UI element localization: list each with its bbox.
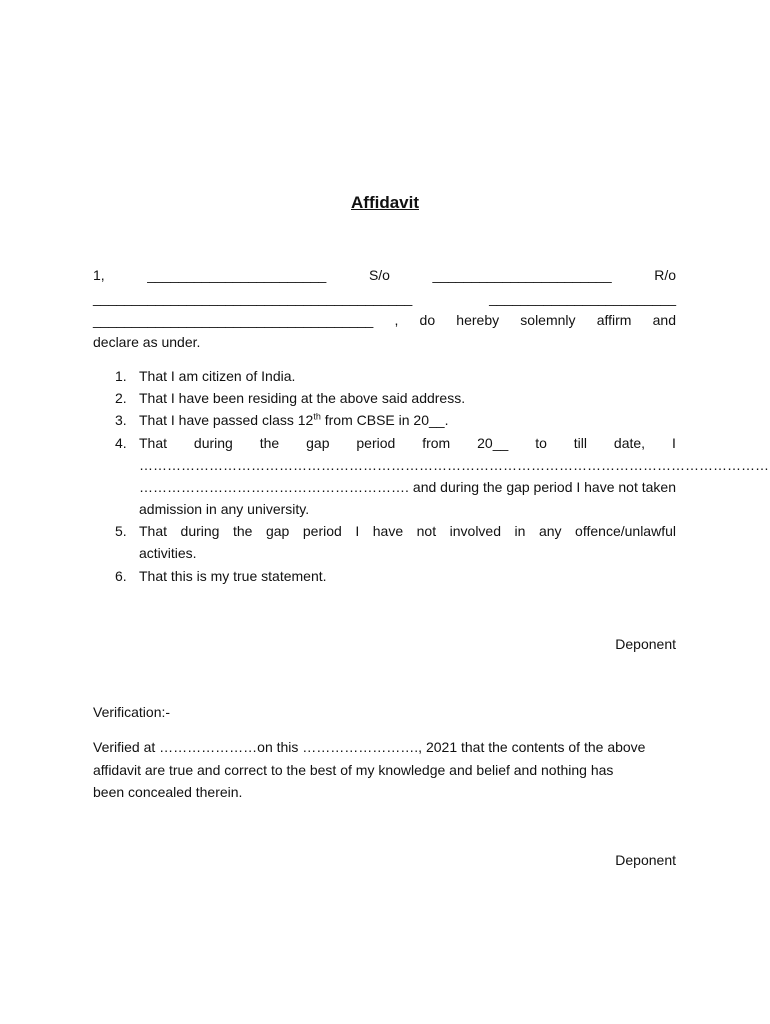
intro-number: 1, xyxy=(93,267,105,283)
list-text-part: from CBSE in 20__. xyxy=(320,412,449,428)
list-text-part: That I have passed class 12 xyxy=(139,412,314,428)
intro-line-2 xyxy=(93,288,676,308)
list-item xyxy=(93,365,676,387)
list-number: 6. xyxy=(115,568,127,584)
name-blank: _______________________ xyxy=(147,267,327,283)
address-blank-1: _________________________________________ xyxy=(93,290,413,306)
list-text-part: and during the gap period I have not taken xyxy=(412,479,676,495)
list-text-justified xyxy=(139,520,676,542)
intro-word: and xyxy=(652,312,676,328)
list-word: the xyxy=(259,435,280,451)
list-text-part: activities. xyxy=(139,545,197,561)
list-item xyxy=(93,387,676,409)
list-number: 1. xyxy=(115,368,127,384)
intro-word: solemnly xyxy=(520,312,576,328)
list-word: from xyxy=(422,435,451,451)
verification-line: been concealed therein. xyxy=(93,784,243,800)
address-blank-2: ________________________ xyxy=(489,290,676,306)
list-word: 20__ xyxy=(477,435,509,451)
list-word: date, xyxy=(613,435,646,451)
list-text-part: admission in any university. xyxy=(139,501,310,517)
dotted-blank: …………………………………………………. xyxy=(139,479,409,495)
intro-word: do xyxy=(419,312,436,328)
list-word: That xyxy=(139,435,168,451)
list-text: That I have been residing at the above said address. xyxy=(139,390,466,406)
intro-word: , xyxy=(394,312,399,328)
list-text xyxy=(139,432,769,520)
list-text xyxy=(139,409,676,431)
address-blank-3: ____________________________________ xyxy=(93,312,374,328)
verification-line: affidavit are true and correct to the best of my knowledge and belief and nothing has xyxy=(93,761,614,778)
list-number: 2. xyxy=(115,390,127,406)
verification-heading: Verification:- xyxy=(93,704,171,720)
gap-period-line xyxy=(139,432,676,454)
list-number: 5. xyxy=(115,523,127,539)
verification-paragraph xyxy=(93,736,693,804)
superscript: th xyxy=(313,411,321,422)
document-title: Affidavit xyxy=(351,193,419,212)
list-word: period xyxy=(356,435,396,451)
list-item xyxy=(93,409,676,431)
father-name-blank: _______________________ xyxy=(432,267,612,283)
list-text: That this is my true statement. xyxy=(139,568,327,584)
deponent-signature-label: Deponent xyxy=(615,852,676,868)
intro-line-4: declare as under. xyxy=(93,334,201,350)
intro-line-3 xyxy=(93,310,676,330)
list-text-part: That during the gap period I have not involved in any offence/unlawful xyxy=(139,523,676,539)
son-of-label: S/o xyxy=(368,267,390,283)
verification-line: Verified at …………………on this ……………………., 2021 that the contents of the above xyxy=(93,739,646,755)
list-item xyxy=(93,520,676,564)
list-text: That I am citizen of India. xyxy=(139,368,296,384)
list-word: gap xyxy=(306,435,330,451)
intro-word: affirm xyxy=(596,312,632,328)
gap-period-line xyxy=(139,476,676,498)
list-word: during xyxy=(193,435,233,451)
list-number: 4. xyxy=(115,435,127,451)
list-item xyxy=(93,432,769,520)
deponent-signature-label: Deponent xyxy=(615,636,676,652)
list-text xyxy=(139,520,676,564)
list-number: 3. xyxy=(115,412,127,428)
dotted-blank: ……………………………………………………………………………………………………………………… xyxy=(139,457,769,473)
list-word: till xyxy=(573,435,588,451)
list-word: to xyxy=(535,435,547,451)
intro-line-1 xyxy=(93,265,676,285)
resident-of-label: R/o xyxy=(654,267,676,283)
intro-word: hereby xyxy=(456,312,500,328)
list-word: I xyxy=(671,435,676,451)
list-item xyxy=(93,565,676,587)
